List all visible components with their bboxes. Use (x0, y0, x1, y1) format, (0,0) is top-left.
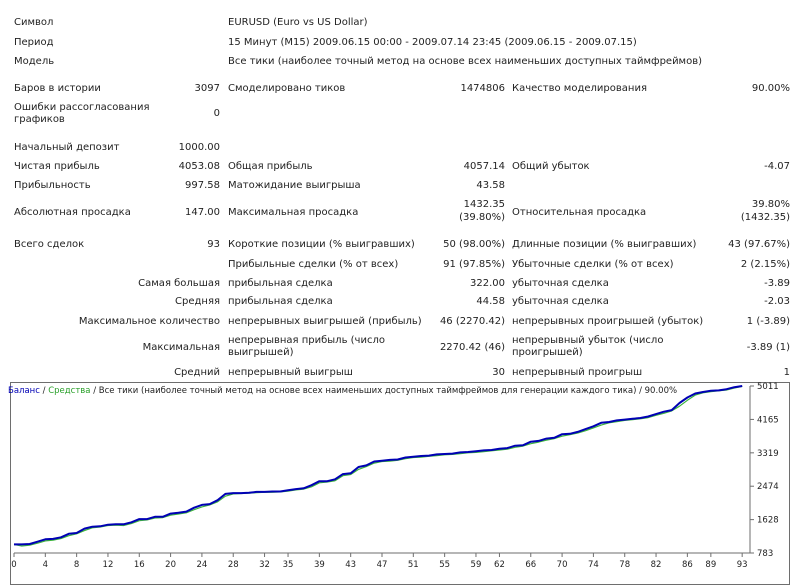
model-label: Модель (14, 56, 55, 67)
x-tick-label: 93 (736, 560, 748, 570)
max-consecutive-losses-label: непрерывных проигрышей (убыток) (512, 316, 704, 327)
period-value: 15 Минут (M15) 2009.06.15 00:00 - 2009.07.14 23:45 (2009.06.15 - 2009.07.15) (228, 37, 637, 48)
total-trades-label: Всего сделок (14, 239, 85, 250)
mismatch-errors-value: 0 (213, 108, 220, 119)
x-tick-label: 55 (439, 560, 451, 570)
average-consecutive-losses-label: непрерывный проигрыш (512, 367, 643, 378)
absolute-drawdown-label: Абсолютная просадка (14, 207, 131, 218)
initial-deposit-label: Начальный депозит (14, 142, 120, 153)
x-tick-label: 43 (345, 560, 357, 570)
x-tick-label: 16 (133, 560, 145, 570)
expected-payoff-label: Матожидание выигрыша (228, 180, 361, 191)
x-tick-label: 35 (282, 560, 294, 570)
modeling-quality-value: 90.00% (751, 83, 790, 94)
average-consecutive-wins-value: 30 (492, 367, 505, 378)
y-tick-label: 783 (757, 549, 774, 559)
average-loss-value: -2.03 (764, 296, 790, 307)
modeling-quality-label: Качество моделирования (512, 83, 647, 94)
x-tick-label: 28 (227, 560, 239, 570)
x-tick-label: 24 (196, 560, 208, 570)
balance-chart (10, 382, 790, 585)
x-tick-label: 8 (73, 560, 80, 570)
period-label: Период (14, 37, 54, 48)
max-consecutive-wins-label: непрерывных выигрышей (прибыль) (228, 316, 422, 327)
average-label: Средняя (175, 296, 220, 307)
average-profit-value: 44.58 (476, 296, 505, 307)
relative-drawdown-value: (1432.35) (740, 212, 790, 223)
largest-loss-value: -3.89 (764, 278, 790, 289)
legend-description: / Все тики (наиболее точный метод на основе всех наименьших доступных таймфреймов для генерации каждого тика) / 90.00% (93, 386, 678, 396)
x-tick-label: 12 (102, 560, 114, 570)
x-tick-label: 62 (494, 560, 505, 570)
short-positions-label: Короткие позиции (% выигравших) (228, 239, 415, 250)
maximal-drawdown-value: 1432.35 (463, 199, 505, 210)
model-value: Все тики (наиболее точный метод на основе всех наименьших доступных таймфреймов) (228, 56, 703, 67)
legend-equity: Средства (48, 386, 91, 396)
symbol-value: EURUSD (Euro vs US Dollar) (228, 17, 368, 28)
max-consecutive-wins-value: 46 (2270.42) (439, 316, 505, 327)
net-profit-label: Чистая прибыль (14, 161, 100, 172)
chart-frame (11, 383, 790, 585)
x-tick-label: 47 (376, 560, 388, 570)
x-tick-label: 66 (525, 560, 537, 570)
x-tick-label: 86 (681, 560, 693, 570)
maximal-loss-value: -3.89 (1) (746, 342, 790, 353)
x-tick-label: 59 (470, 560, 482, 570)
total-trades-value: 93 (207, 239, 220, 250)
bars-value: 3097 (194, 83, 220, 94)
profit-trades-label: Прибыльные сделки (% от всех) (228, 259, 399, 270)
largest-loss-label: убыточная сделка (512, 278, 609, 289)
bars-label: Баров в истории (14, 83, 101, 94)
expected-payoff-value: 43.58 (476, 180, 505, 191)
ticks-modeled-label: Смоделировано тиков (228, 83, 346, 94)
average-consecutive-losses-value: 1 (783, 367, 790, 378)
average-consecutive-wins-label: непрерывный выигрыш (228, 367, 353, 378)
relative-drawdown-label: Относительная просадка (512, 207, 647, 218)
largest-profit-value: 322.00 (470, 278, 505, 289)
ticks-modeled-value: 1474806 (460, 83, 505, 94)
average-profit-label: прибыльная сделка (228, 296, 333, 307)
profit-factor-label: Прибыльность (14, 180, 91, 191)
x-tick-label: 4 (42, 560, 49, 570)
mismatch-errors-label: Ошибки рассогласования графиков (14, 102, 150, 125)
x-tick-label: 82 (650, 560, 662, 570)
y-tick-label: 2474 (757, 482, 779, 493)
symbol-label: Символ (14, 17, 54, 28)
y-tick-label: 5011 (757, 382, 779, 392)
maximal-profit-label: непрерывная прибыль (число выигрышей) (228, 335, 385, 358)
x-tick-label: 74 (587, 560, 599, 570)
maximal-profit-value: 2270.42 (46) (439, 342, 505, 353)
maximal-drawdown-label: Максимальная просадка (228, 207, 359, 218)
maximal-loss-label: непрерывный убыток (число проигрышей) (512, 335, 664, 358)
net-profit-value: 4053.08 (178, 161, 220, 172)
legend-separator: / (42, 386, 46, 396)
gross-profit-value: 4057.14 (463, 161, 505, 172)
average-loss-label: убыточная сделка (512, 296, 609, 307)
absolute-drawdown-value: 147.00 (185, 207, 220, 218)
max-consecutive-label: Максимальное количество (78, 316, 220, 327)
chart-legend (8, 386, 677, 396)
max-consecutive-losses-value: 1 (-3.89) (746, 316, 790, 327)
short-positions-value: 50 (98.00%) (443, 239, 505, 250)
profit-factor-value: 997.58 (185, 180, 220, 191)
x-tick-label: 20 (165, 560, 177, 570)
legend-balance: Баланс (8, 386, 40, 396)
y-tick-label: 4165 (757, 415, 779, 426)
maximal-drawdown-percent: (39.80%) (459, 212, 505, 223)
relative-drawdown-percent: 39.80% (751, 199, 790, 210)
initial-deposit-value: 1000.00 (178, 142, 220, 153)
gross-loss-value: -4.07 (764, 161, 790, 172)
average-consecutive-label: Средний (174, 367, 220, 378)
gross-profit-label: Общая прибыль (228, 161, 313, 172)
x-tick-label: 70 (556, 560, 568, 570)
x-tick-label: 78 (619, 560, 631, 570)
loss-trades-label: Убыточные сделки (% от всех) (512, 259, 674, 270)
profit-trades-value: 91 (97.85%) (443, 259, 505, 270)
long-positions-label: Длинные позиции (% выигравших) (512, 239, 697, 250)
x-tick-label: 51 (407, 560, 419, 570)
largest-label: Самая большая (138, 278, 220, 289)
x-tick-label: 0 (11, 560, 17, 570)
y-tick-label: 3319 (757, 448, 779, 459)
balance-chart-plot (10, 382, 790, 585)
gross-loss-label: Общий убыток (512, 161, 590, 172)
loss-trades-value: 2 (2.15%) (740, 259, 790, 270)
maximal-label: Максимальная (142, 342, 220, 353)
x-tick-label: 89 (705, 560, 717, 570)
largest-profit-label: прибыльная сделка (228, 278, 333, 289)
x-tick-label: 32 (259, 560, 270, 570)
x-tick-label: 39 (313, 560, 325, 570)
long-positions-value: 43 (97.67%) (728, 239, 790, 250)
y-tick-label: 1628 (757, 515, 779, 526)
